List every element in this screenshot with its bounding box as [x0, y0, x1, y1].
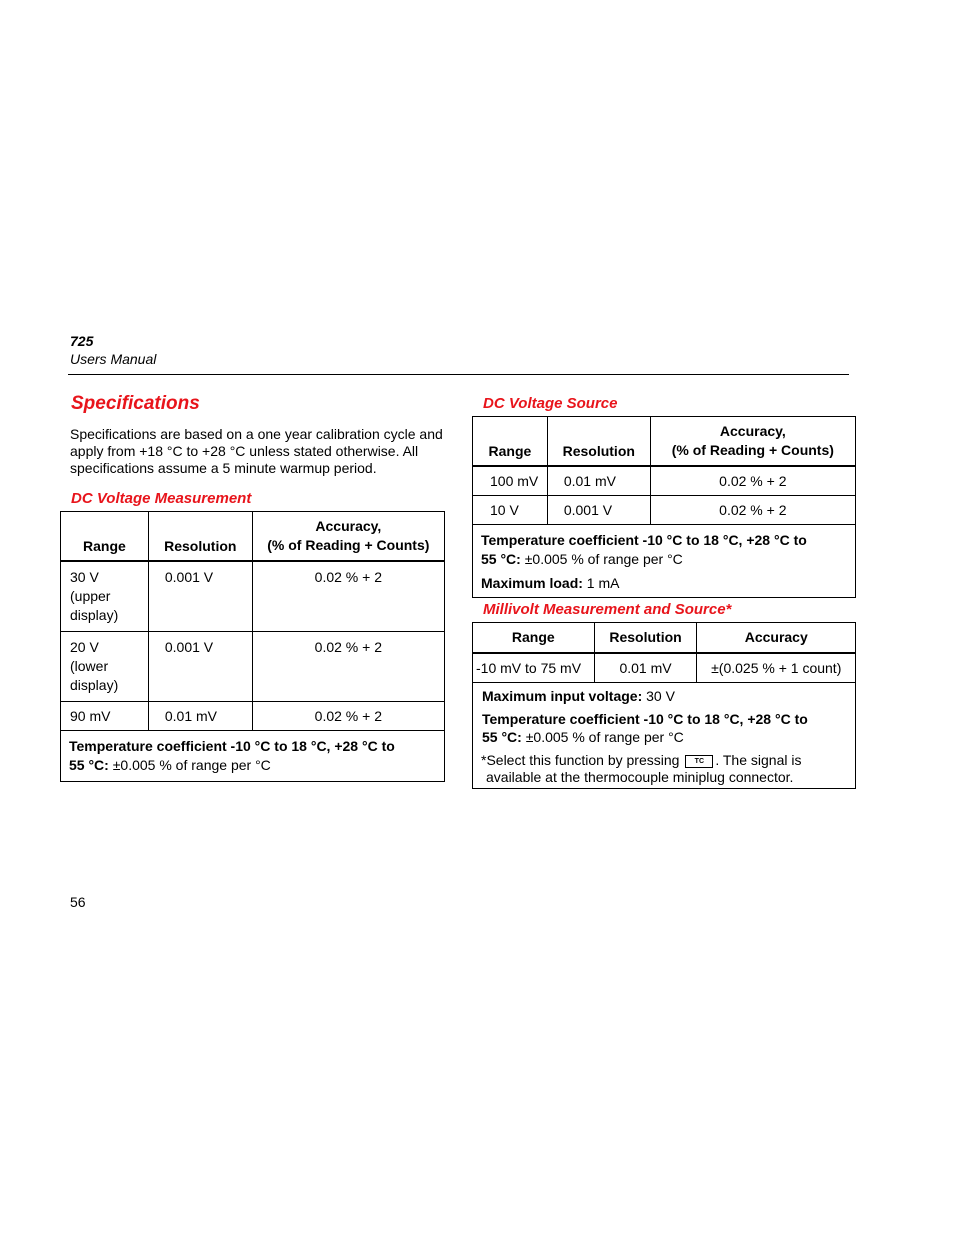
col-accuracy: [650, 417, 855, 466]
range-line: 20 V: [70, 638, 99, 655]
table-row: [61, 701, 445, 730]
cell-accuracy: 0.02 % + 2: [650, 496, 855, 525]
note-text: . The signal is: [715, 752, 802, 768]
cell-accuracy: 0.02 % + 2: [252, 561, 444, 632]
col-resolution: Resolution: [148, 512, 252, 561]
maxin-label: Maximum input voltage:: [482, 688, 643, 704]
table-footer-row: [61, 730, 445, 781]
col-accuracy: Accuracy: [697, 623, 856, 653]
table-row: [473, 653, 856, 683]
dcv-measure-table: [60, 511, 445, 782]
tempco-label: 55 °C:: [481, 551, 521, 567]
table-row: [473, 496, 856, 525]
mv-table: [472, 622, 856, 789]
dcv-source-heading: DC Voltage Source: [483, 395, 618, 412]
cell-range: 100 mV: [473, 466, 548, 496]
cell-range: 90 mV: [61, 701, 149, 730]
cell-accuracy: 0.02 % + 2: [650, 466, 855, 496]
cell-resolution: 0.001 V: [148, 561, 252, 632]
intro-paragraph: Specifications are based on a one year calibration cycle and apply from +18 °C to +28 °C unless stated otherwise. All specifications assume a 5 minute warmup period.: [70, 426, 443, 476]
col-accuracy-line2: (% of Reading + Counts): [671, 441, 834, 458]
range-line: 30 V: [70, 568, 99, 585]
cell-resolution: 0.001 V: [547, 496, 650, 525]
maxload-value: 1 mA: [582, 575, 620, 591]
col-accuracy: [252, 512, 444, 561]
tempco-label: Temperature coefficient -10 °C to 18 °C, +28 °C to: [69, 737, 395, 754]
tempco-label: Temperature coefficient -10 °C to 18 °C, +28 °C to: [481, 532, 807, 548]
page-number: 56: [70, 894, 86, 910]
cell-resolution: 0.001 V: [148, 631, 252, 701]
tc-key-icon: TC: [685, 755, 713, 768]
table-header-row: [61, 512, 445, 561]
tempco-line: [69, 756, 436, 775]
note-line: [481, 751, 847, 769]
cell-accuracy: 0.02 % + 2: [252, 701, 444, 730]
notes-cell: [473, 683, 856, 789]
maxin-line: [482, 687, 847, 705]
tempco-value: ±0.005 % of range per °C: [108, 756, 271, 773]
cell-range: 10 V: [473, 496, 548, 525]
tempco-value: ±0.005 % of range per °C: [520, 551, 683, 567]
cell-range: [61, 561, 149, 632]
tempco-value: ±0.005 % of range per °C: [521, 729, 684, 745]
header-rule: [68, 374, 849, 375]
table-row: [473, 466, 856, 496]
maxload-label: Maximum load:: [481, 575, 583, 591]
col-range: Range: [473, 417, 548, 466]
cell-resolution: 0.01 mV: [547, 466, 650, 496]
cell-range: -10 mV to 75 mV: [473, 653, 595, 683]
note-line: available at the thermocouple miniplug connector.: [486, 769, 794, 785]
col-resolution: Resolution: [594, 623, 697, 653]
cell-resolution: 0.01 mV: [594, 653, 697, 683]
col-accuracy-line1: Accuracy,: [315, 517, 382, 534]
tempco-line: [482, 728, 847, 746]
maxload-line: [481, 574, 847, 593]
tempco-cell: [61, 730, 445, 781]
tempco-cell: [473, 525, 856, 598]
table-row: [61, 561, 445, 632]
mv-heading: Millivolt Measurement and Source*: [483, 601, 732, 618]
range-line: display): [70, 676, 119, 693]
cell-accuracy: 0.02 % + 2: [252, 631, 444, 701]
tempco-label: 55 °C:: [482, 729, 522, 745]
dcv-measure-heading: DC Voltage Measurement: [71, 490, 252, 507]
col-range: Range: [473, 623, 595, 653]
note-text: *Select this function by pressing: [481, 752, 680, 768]
maxin-value: 30 V: [642, 688, 675, 704]
col-resolution: Resolution: [547, 417, 650, 466]
table-footer-row: [473, 683, 856, 789]
tempco-label: 55 °C:: [69, 756, 109, 773]
table-footer-row: [473, 525, 856, 598]
tempco-label: Temperature coefficient -10 °C to 18 °C, +28 °C to: [482, 711, 808, 727]
manual-title: Users Manual: [70, 351, 157, 367]
col-accuracy-line2: (% of Reading + Counts): [267, 536, 430, 553]
col-accuracy-line1: Accuracy,: [719, 422, 786, 439]
col-range: Range: [61, 512, 149, 561]
model-number: 725: [70, 333, 94, 349]
page-title: Specifications: [71, 393, 200, 414]
tempco-line: [481, 550, 847, 569]
range-line: (lower: [70, 657, 109, 674]
range-line: (upper: [70, 587, 111, 604]
dcv-source-table: [472, 416, 856, 598]
range-line: display): [70, 606, 119, 623]
cell-accuracy: ±(0.025 % + 1 count): [697, 653, 856, 683]
table-header-row: [473, 417, 856, 466]
table-header-row: [473, 623, 856, 653]
cell-resolution: 0.01 mV: [148, 701, 252, 730]
cell-range: [61, 631, 149, 701]
table-row: [61, 631, 445, 701]
